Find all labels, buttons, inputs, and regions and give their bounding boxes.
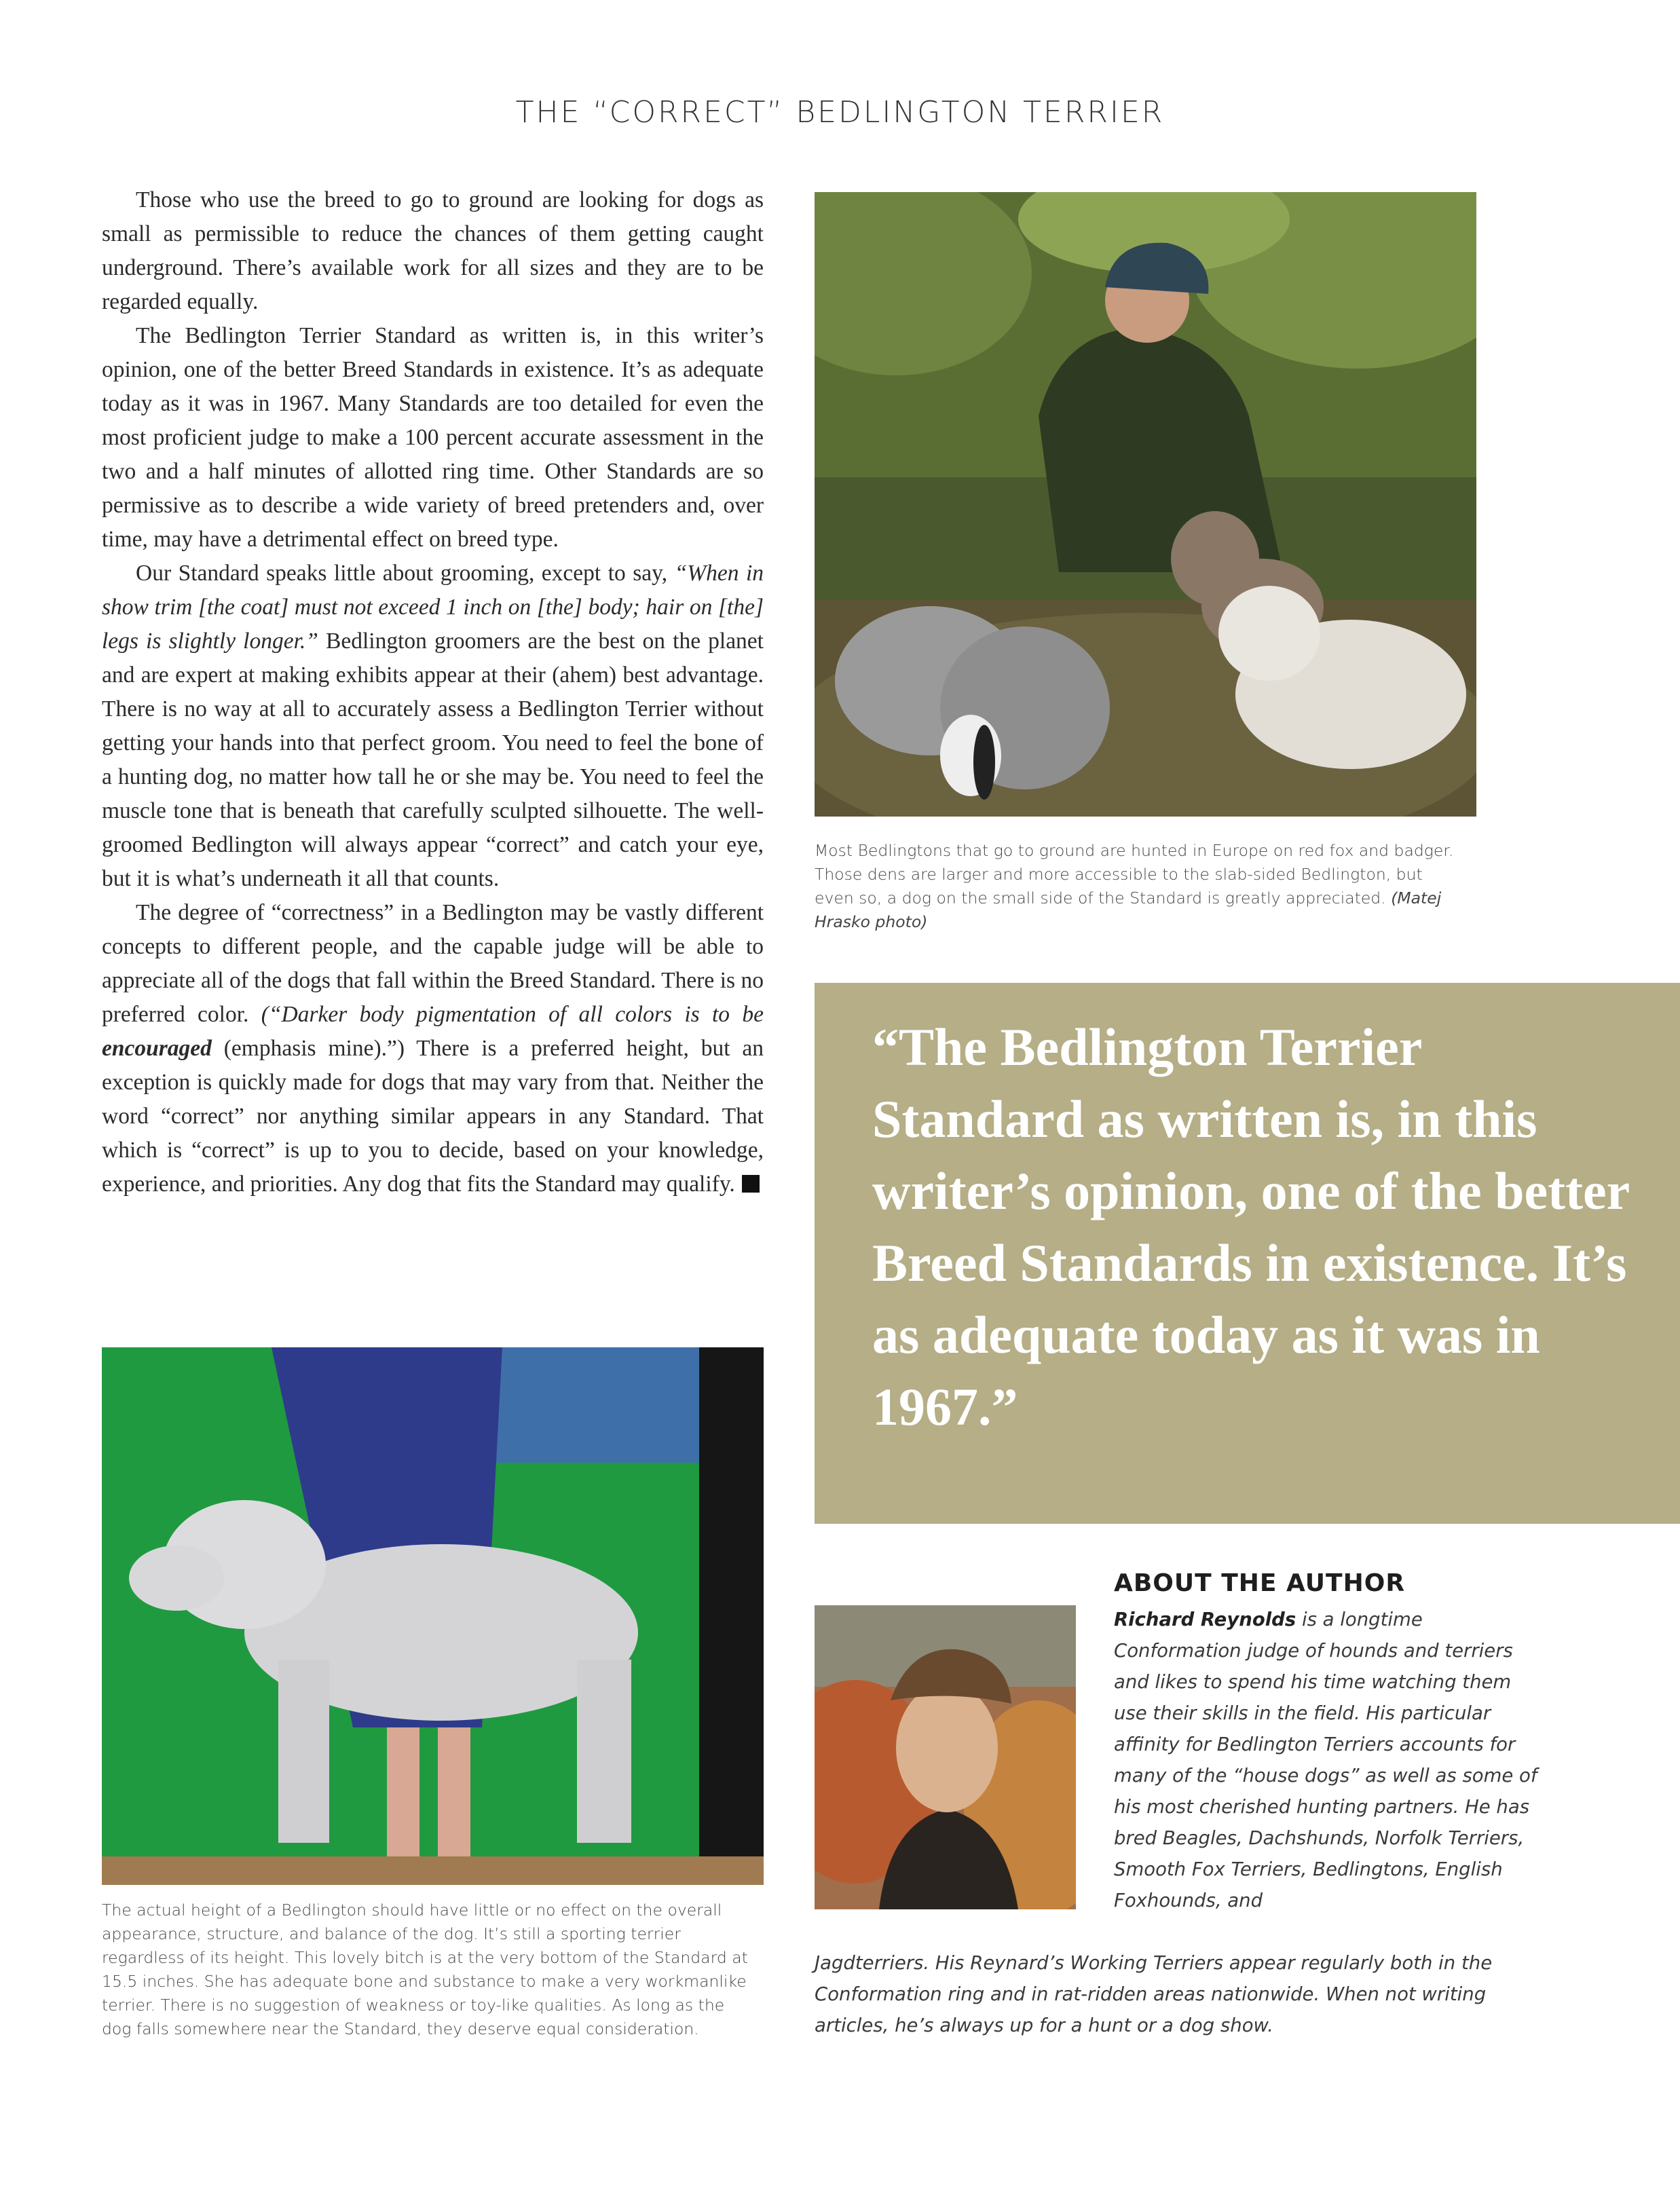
photo-author-portrait: [815, 1605, 1076, 1909]
page-header: THE “CORRECT” BEDLINGTON TERRIER: [515, 95, 1165, 130]
author-bio-full: Jagdterriers. His Reynard’s Working Terriers appear regularly both in the Conformation ring and in rat-ridden areas nationwide. When not writing articles, he’s always up for a hunt or a dog show.: [815, 1952, 1493, 2036]
hunt-photo-caption: Most Bedlingtons that go to ground are hunted in Europe on red fox and badger. Those dens are larger and more accessible to the slab-sided Bedlington, but even so, a dog on the small side of the Standard is greatly appreciated. (Matej Hrasko photo): [815, 841, 1454, 931]
pull-quote-text: “The Bedlington Terrier Standard as written is, in this writer’s opinion, one of the better Breed Standards in existence. It’s as adequate today as it was in 1967.”: [872, 1017, 1629, 1436]
article-paragraph: Those who use the breed to go to ground are looking for dogs as small as permissible to reduce the chances of them getting caught underground. There’s available work for all sizes and they are to be regarded equally.: [102, 187, 764, 314]
show-photo-caption: The actual height of a Bedlington should have little or no effect on the overall appearance, structure, and balance of the dog. It’s still a sporting terrier regardless of its height. This lovely bitch is at the very bottom of the Standard at 15.5 inches. She has adequate bone and substance to make a very workmanlike terrier. There is no suggestion of weakness or toy-like qualities. As long as the dog falls somewhere near the Standard, they deserve equal consideration.: [102, 1901, 748, 2038]
article-paragraph: Our Standard speaks little about grooming, except to say, “When in show trim [the coat] must not exceed 1 inch on [the] body; hair on [the] legs is slightly longer.” Bedlington groomers are the best on the planet and are expert at making exhibits appear at their (ahem) best advantage. There is no way at all to accurately assess a Bedlington Terrier without getting your hands into that perfect groom. You need to feel the bone of a hunting dog, no matter how tall he or she may be. You need to feel the muscle tone that is beneath that carefully sculpted silhouette. The well-groomed Bedlington will always appear “correct” and catch your eye, but it is what’s underneath it all that counts.: [102, 561, 764, 891]
article-body: [102, 183, 764, 1201]
end-of-article-mark: [742, 1175, 760, 1193]
pull-quote-box: [815, 983, 1680, 1524]
author-bio-right: Richard Reynolds is a longtime Conformation judge of hounds and terriers and likes to spend his time watching them use their skills in the field. His particular affinity for Bedlington Terriers accounts for many of the “house dogs” as well as some of his most cherished hunting partners. He has bred Beagles, Dachshunds, Norfolk Terriers, Smooth Fox Terriers, Bedlingtons, English Foxhounds, and: [1114, 1609, 1537, 1911]
article-paragraph: The Bedlington Terrier Standard as written is, in this writer’s opinion, one of the better Breed Standards in existence. It’s as adequate today as it was in 1967. Many Standards are too detailed for even the most proficient judge to make a 100 percent accurate assessment in the two and a half minutes of allotted ring time. Other Standards are so permissive as to describe a wide variety of breed pretenders and, over time, may have a detrimental effect on breed type.: [102, 323, 764, 552]
photo-show-bedlington: [102, 1347, 764, 1885]
photo-hunter-with-dogs: [815, 192, 1476, 817]
photo-credit: (Matej Hrasko photo): [815, 888, 1442, 931]
article-paragraph: The degree of “correctness” in a Bedlington may be vastly different concepts to different people, and the capable judge will be able to appreciate all of the dogs that fall within the Breed Standard. There is no preferred color. (“Darker body pigmentation of all colors is to be encouraged (emphasis mine).”) There is a preferred height, but an exception is quickly made for dogs that may vary from that. Neither the word “correct” nor anything similar appears in any Standard. That which is “correct” is up to you to decide, based on your knowledge, experience, and priorities. Any dog that fits the Standard may qualify.: [102, 900, 764, 1197]
about-author-heading: ABOUT THE AUTHOR: [1114, 1569, 1406, 1597]
author-name: Richard Reynolds: [1114, 1609, 1296, 1630]
